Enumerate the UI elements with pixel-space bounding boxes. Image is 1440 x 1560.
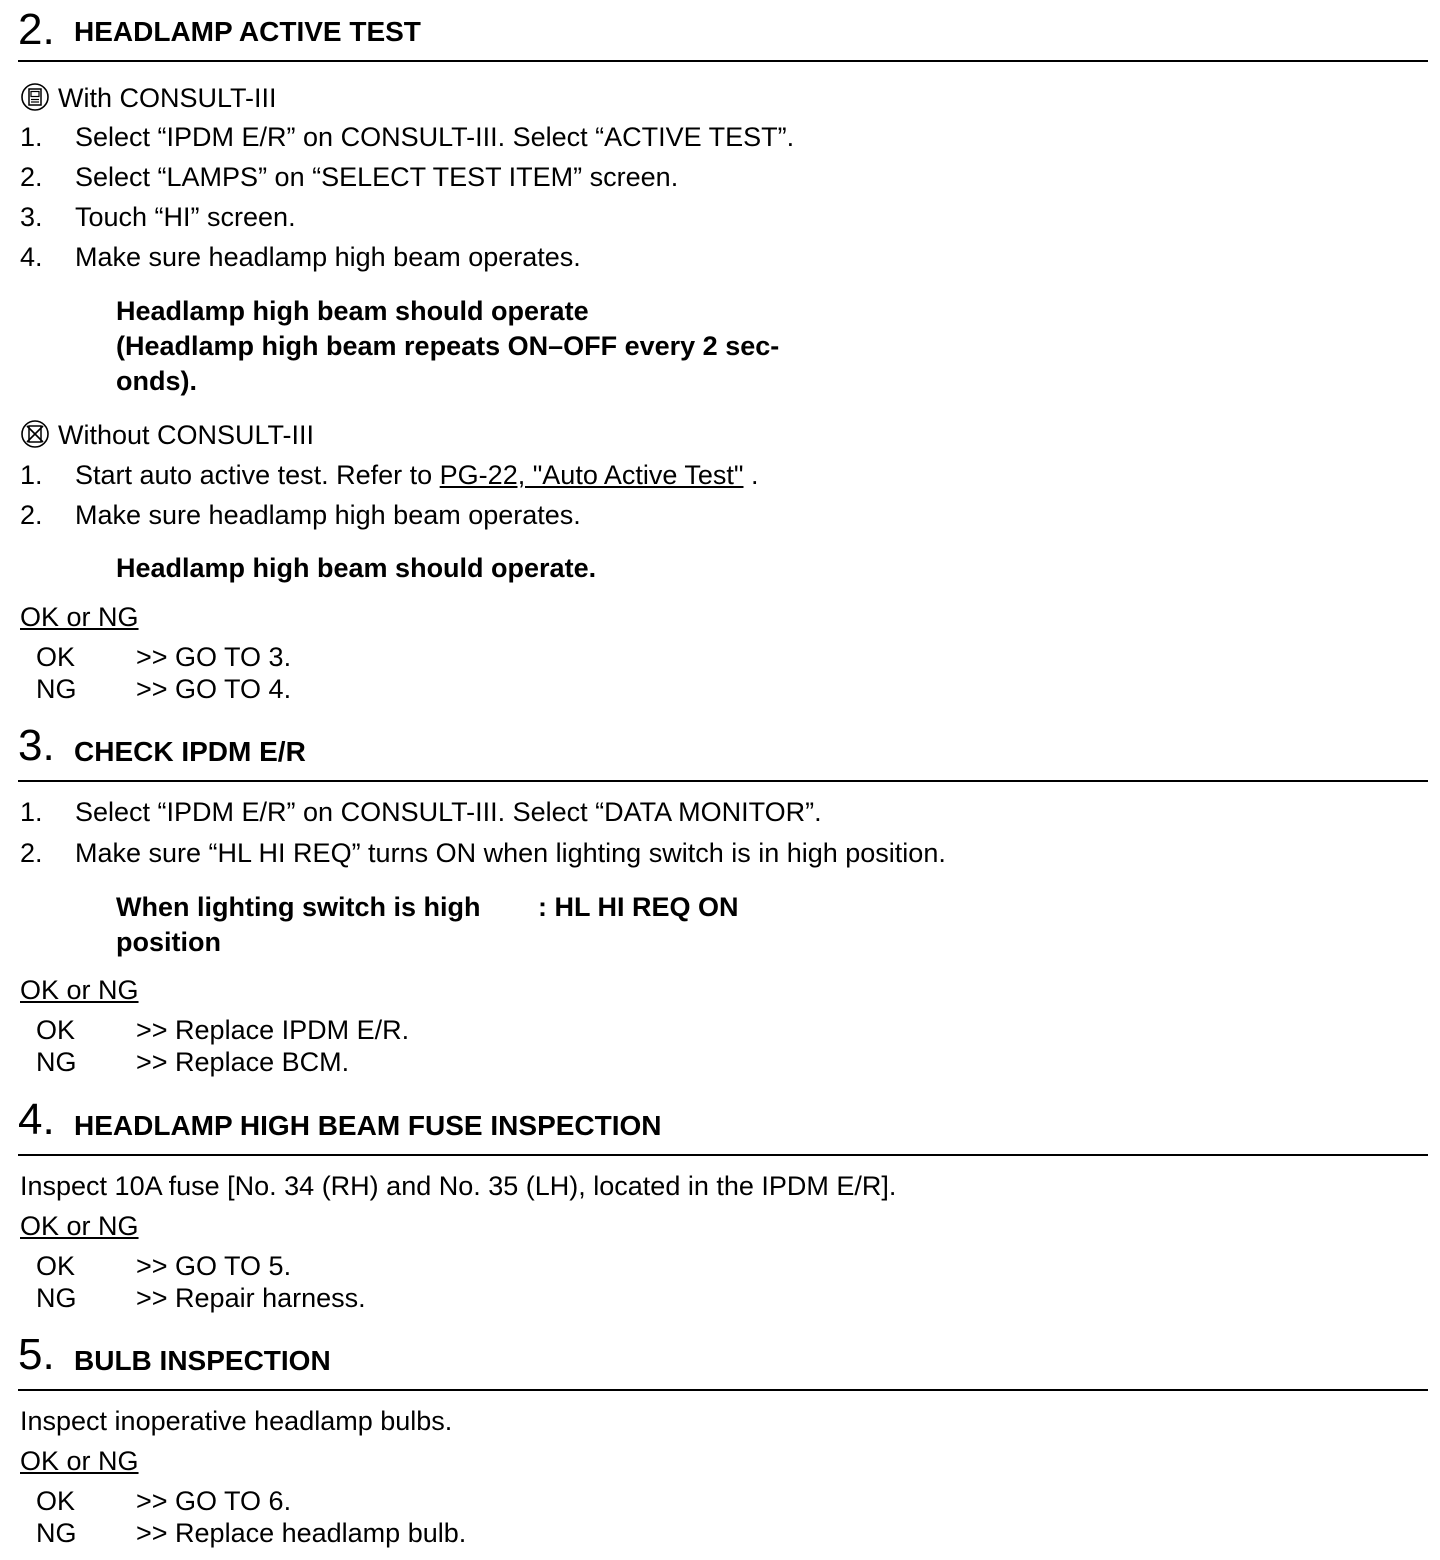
spec-note-line: onds). <box>116 366 197 396</box>
list-item: 3. Touch “HI” screen. <box>20 202 296 232</box>
condition-label-line: position <box>116 927 221 957</box>
result-ng: NG >> Repair harness. <box>36 1283 366 1313</box>
ok-ng-label: OK or NG <box>20 602 139 632</box>
list-item: 2. Make sure headlamp high beam operates. <box>20 500 581 530</box>
spec-note: Headlamp high beam should operate. <box>116 553 597 583</box>
list-item: 4. Make sure headlamp high beam operates. <box>20 242 581 272</box>
condition-value: : HL HI REQ ON <box>538 892 739 922</box>
spec-note-line: (Headlamp high beam repeats ON–OFF every 2 sec- <box>116 331 780 361</box>
condition-label-line: When lighting switch is high <box>116 892 481 922</box>
result-ng: NG >> Replace BCM. <box>36 1047 350 1077</box>
step-2-divider <box>18 60 1428 62</box>
inspection-text: Inspect inoperative headlamp bulbs. <box>20 1406 453 1436</box>
list-item: 1. Select “IPDM E/R” on CONSULT-III. Select “ACTIVE TEST”. <box>20 122 795 152</box>
spec-note-line: Headlamp high beam should operate <box>116 296 589 326</box>
with-consult-heading <box>20 82 277 118</box>
step-3-divider <box>18 780 1428 782</box>
step-5-title: BULB INSPECTION <box>74 1345 331 1376</box>
result-ok: OK >> GO TO 5. <box>36 1251 292 1281</box>
ok-ng-label: OK or NG <box>20 975 139 1005</box>
result-ng: NG >> GO TO 4. <box>36 674 292 704</box>
step-2-title: HEADLAMP ACTIVE TEST <box>74 16 421 47</box>
step-4-title: HEADLAMP HIGH BEAM FUSE INSPECTION <box>74 1110 662 1141</box>
step-4-number: 4. <box>18 1095 55 1144</box>
result-ok: OK >> Replace IPDM E/R. <box>36 1015 410 1045</box>
ok-ng-label: OK or NG <box>20 1446 139 1476</box>
without-consult-label: Without CONSULT-III <box>58 420 315 450</box>
list-item: 1. Select “IPDM E/R” on CONSULT-III. Select “DATA MONITOR”. <box>20 797 822 827</box>
no-consult-tester-icon <box>20 419 50 455</box>
result-ng: NG >> Replace headlamp bulb. <box>36 1518 467 1548</box>
list-item: 2. Make sure “HL HI REQ” turns ON when lighting switch is in high position. <box>20 838 946 868</box>
step-5-divider <box>18 1389 1428 1391</box>
step-3-number: 3. <box>18 721 55 770</box>
auto-active-test-link[interactable]: PG-22, "Auto Active Test" <box>439 460 744 490</box>
list-item: 2. Select “LAMPS” on “SELECT TEST ITEM” screen. <box>20 162 679 192</box>
result-ok: OK >> GO TO 3. <box>36 642 292 672</box>
step-5-number: 5. <box>18 1330 55 1379</box>
ok-ng-label: OK or NG <box>20 1211 139 1241</box>
step-2-number: 2. <box>18 5 55 54</box>
step-4-divider <box>18 1154 1428 1156</box>
inspection-text: Inspect 10A fuse [No. 34 (RH) and No. 35 (LH), located in the IPDM E/R]. <box>20 1171 897 1201</box>
step-3-title: CHECK IPDM E/R <box>74 736 306 767</box>
with-consult-label: With CONSULT-III <box>58 83 277 113</box>
result-ok: OK >> GO TO 6. <box>36 1486 292 1516</box>
list-item: 1. Start auto active test. Refer to PG-22, "Auto Active Test" . <box>20 460 759 490</box>
without-consult-heading <box>20 419 314 455</box>
consult-tester-icon <box>20 82 50 118</box>
